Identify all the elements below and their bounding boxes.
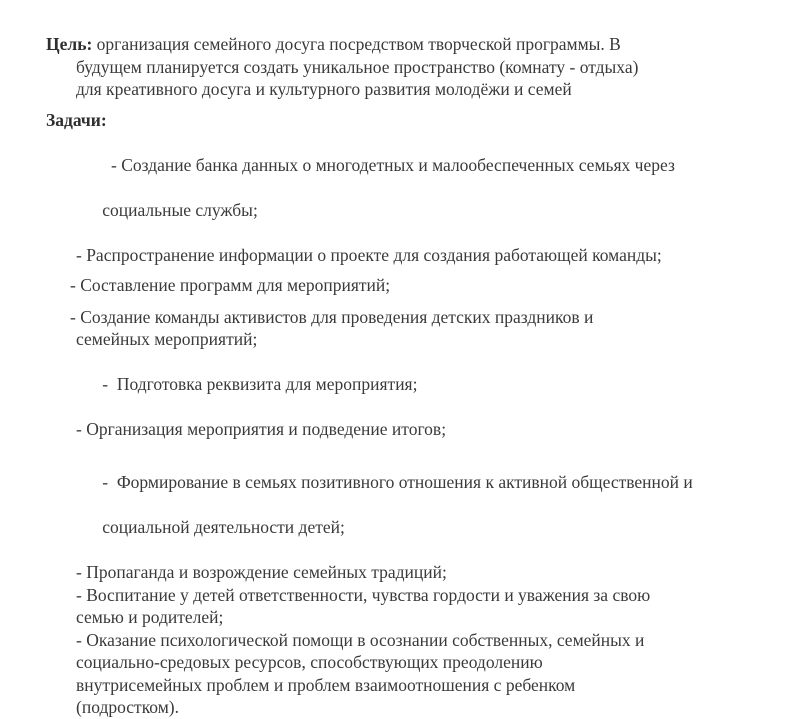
task-item: - Оказание психологической помощи в осознании собственных, семейных и социально-средовых ресурсов, способствующих преодолению внутрисемейных проблем и проблем взаимоотношения с ребенком (подростком). [76, 629, 645, 717]
task-item: - Подготовка реквизита для мероприятия; [102, 374, 418, 394]
tasks-section [46, 109, 776, 719]
goal-line-1: организация семейного досуга посредством творческой программы. В [96, 34, 621, 54]
tasks-label: Задачи: [46, 109, 107, 130]
task-item: - Организация мероприятия и подведение итогов; [76, 419, 447, 439]
goal-label: Цель: [46, 34, 93, 54]
task-item: - Распространение информации о проекте для создания работающей команды; [76, 244, 662, 265]
task-item: - Создание команды активистов для проведения детских праздников и семейных мероприятий; [70, 306, 594, 349]
task-item: - Формирование в семьях позитивного отношения к активной общественной и социальной деятельности детей; [102, 472, 693, 537]
goal-line-2: будущем планируется создать уникальное пространство (комнату - отдыха) [76, 56, 639, 77]
task-item: - Составление программ для мероприятий; [70, 275, 391, 295]
goal-line-3: для креативного досуга и культурного развития молодёжи и семей [76, 79, 572, 99]
goal-paragraph [46, 33, 776, 101]
task-item: - Создание банка данных о многодетных и малообеспеченных семьях через социальные службы; [102, 154, 675, 220]
task-item: - Пропаганда и возрождение семейных традиций; [76, 562, 447, 582]
slide-content [46, 33, 776, 719]
task-item: - Воспитание у детей ответственности, чувства гордости и уважения за свою семью и родителей; [76, 584, 651, 627]
